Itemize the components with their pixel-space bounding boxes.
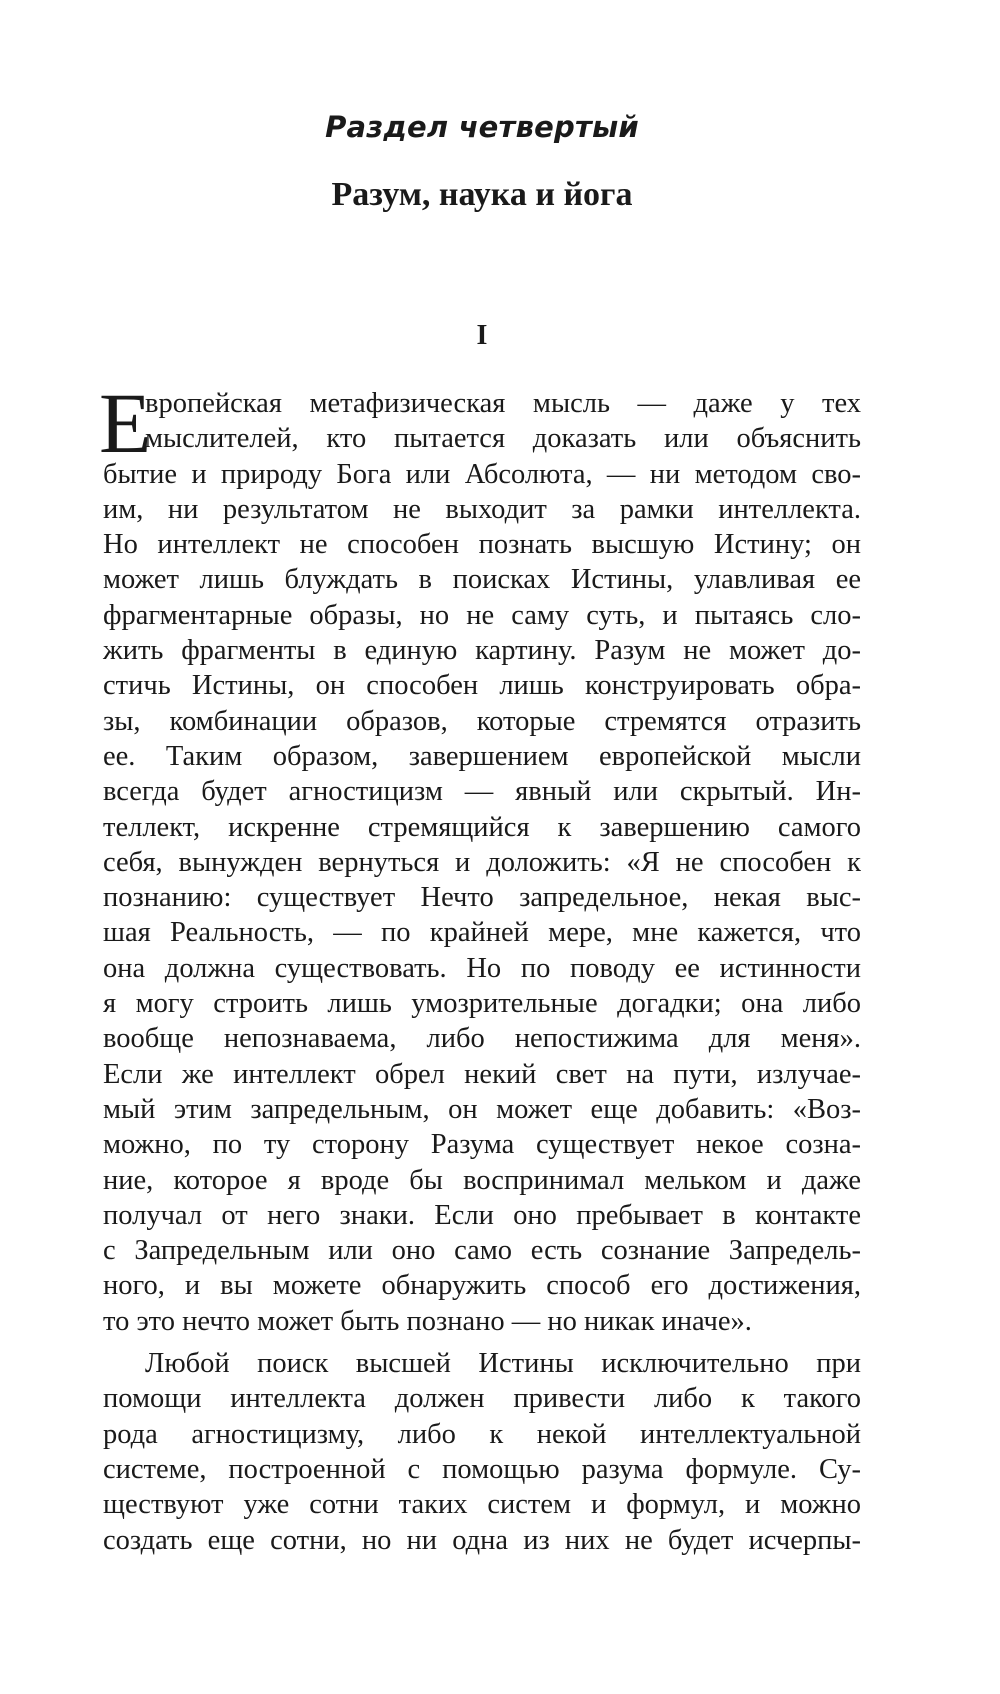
text-line: ществуют уже сотни таких систем и формул, и можно	[103, 1489, 861, 1521]
text-line: ние, которое я вроде бы воспринимал мельком и даже	[103, 1164, 861, 1196]
text-line: она должна существовать. Но по поводу ее истинности	[103, 952, 861, 984]
chapter-title: Разум, наука и йога	[331, 176, 633, 213]
text-line: то это нечто может быть познано — но никак иначе».	[103, 1305, 752, 1337]
text-line: я могу строить лишь умозрительные догадки; она либо	[103, 988, 861, 1020]
text-line: ее. Таким образом, завершением европейской мысли	[103, 740, 861, 772]
text-line: познанию: существует Нечто запредельное, некая выс-	[103, 882, 861, 914]
text-line: фрагментарные образы, но не саму суть, и пытаясь сло-	[103, 599, 861, 631]
text-line: с Запредельным или оно само есть сознание Запредель-	[103, 1235, 861, 1267]
text-line: мыслителей, кто пытается доказать или объяснить	[145, 423, 861, 455]
part-number: I	[476, 320, 488, 351]
text-line: Если же интеллект обрел некий свет на пути, излучае-	[103, 1058, 861, 1090]
text-line: рода агностицизму, либо к некой интеллектуальной	[103, 1418, 861, 1450]
paragraph	[99, 375, 861, 1339]
text-line: вообще непознаваема, либо непостижима для меня».	[103, 1023, 861, 1055]
text-line: может лишь блуждать в поисках Истины, улавливая ее	[103, 564, 861, 596]
text-line: стичь Истины, он способен лишь конструировать обра-	[103, 670, 861, 702]
text-line: им, ни результатом не выходит за рамки интеллекта.	[103, 493, 861, 525]
section-label: Раздел четвертый	[325, 110, 639, 144]
text-line: вропейская метафизическая мысль — даже у тех	[145, 388, 861, 419]
paragraph	[103, 1346, 861, 1558]
text-line: всегда будет агностицизм — явный или скрытый. Ин-	[103, 776, 861, 808]
text-line: системе, построенной с помощью разума формуле. Су-	[103, 1453, 861, 1485]
text-line: создать еще сотни, но ни одна из них не будет исчерпы-	[103, 1524, 861, 1556]
text-line: себя, вынужден вернуться и доложить: «Я не способен к	[103, 846, 861, 878]
text-line: жить фрагменты в единую картину. Разум не может до-	[103, 635, 861, 667]
text-line: бытие и природу Бога или Абсолюта, — ни методом сво-	[103, 458, 861, 490]
text-line: ного, и вы можете обнаружить способ его достижения,	[103, 1270, 861, 1302]
text-line: помощи интеллекта должен привести либо к такого	[103, 1383, 861, 1415]
text-line: Но интеллект не способен познать высшую Истину; он	[103, 529, 861, 561]
text-line: получал от него знаки. Если оно пребывает в контакте	[103, 1199, 861, 1231]
text-line: теллект, искренне стремящийся к завершению самого	[103, 811, 861, 843]
text-line: зы, комбинации образов, которые стремятся отразить	[103, 705, 861, 737]
text-line: мый этим запредельным, он может еще добавить: «Воз-	[103, 1093, 861, 1125]
body-text	[99, 375, 861, 1558]
drop-cap: Е	[99, 375, 152, 471]
text-line: шая Реальность, — по крайней мере, мне кажется, что	[103, 917, 861, 949]
text-line: Любой поиск высшей Истины исключительно при	[145, 1348, 861, 1380]
text-line: можно, по ту сторону Разума существует некое созна-	[103, 1129, 861, 1161]
